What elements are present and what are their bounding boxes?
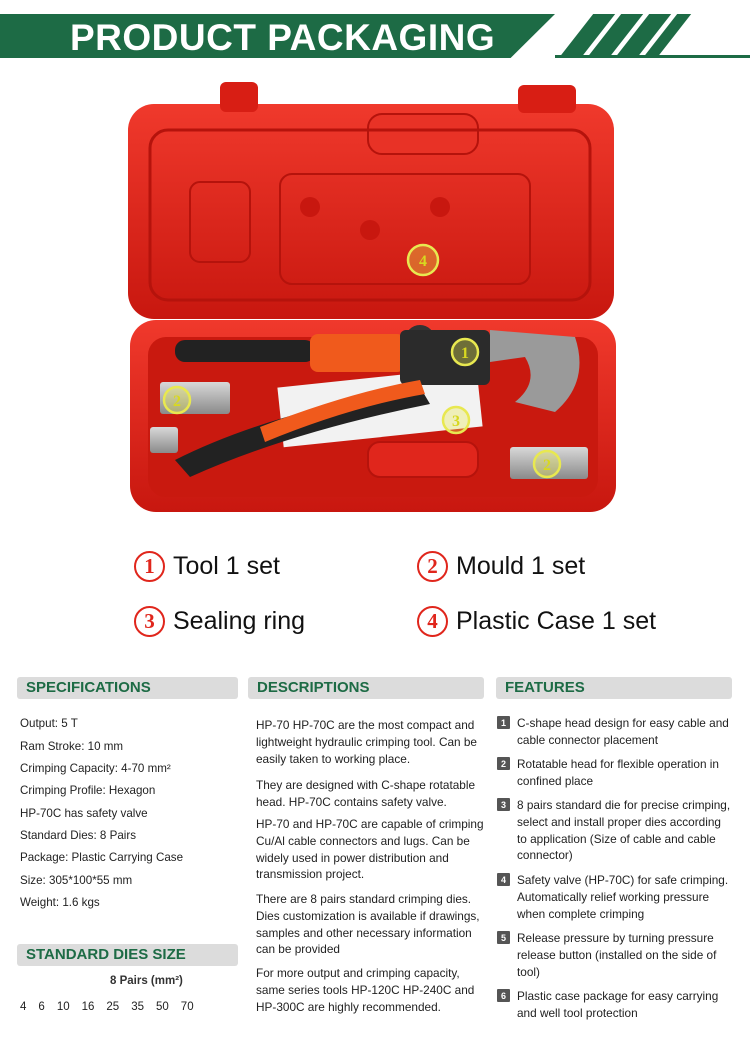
legend-item-mould bbox=[417, 548, 585, 584]
legend-number: 4 bbox=[417, 606, 448, 637]
case-lid bbox=[128, 82, 614, 319]
feature-number: 6 bbox=[497, 989, 510, 1002]
spec-size: Size: 305*100*55 mm bbox=[20, 874, 133, 887]
legend-number: 3 bbox=[134, 606, 165, 637]
die-size: 16 bbox=[81, 1001, 95, 1013]
legend-item-plastic-case bbox=[417, 603, 656, 639]
features-header: FEATURES bbox=[496, 677, 732, 699]
svg-text:2: 2 bbox=[543, 457, 551, 474]
descriptions-header: DESCRIPTIONS bbox=[248, 677, 484, 699]
legend-label: Sealing ring bbox=[173, 606, 306, 635]
description-paragraph: For more output and crimping capacity, same series tools HP-120C HP-240C and HP-300C are highly recommended. bbox=[256, 966, 475, 1014]
legend-label: Tool 1 set bbox=[173, 551, 281, 580]
svg-text:1: 1 bbox=[461, 345, 469, 362]
legend-label: Plastic Case 1 set bbox=[456, 606, 657, 635]
legend-item-sealing-ring bbox=[134, 603, 305, 639]
spec-ram-stroke: Ram Stroke: 10 mm bbox=[20, 740, 124, 753]
feature-text: 8 pairs standard die for precise crimping, select and install proper dies according to application (Size of cable and cable connector) bbox=[517, 798, 731, 863]
svg-text:2: 2 bbox=[173, 393, 181, 410]
feature-number: 1 bbox=[497, 716, 510, 729]
callout-1 bbox=[452, 339, 478, 365]
feature-number: 4 bbox=[497, 873, 510, 886]
product-packaging-banner bbox=[0, 0, 750, 62]
description-paragraph: HP-70 and HP-70C are capable of crimping Cu/Al cable connectors and lugs. Can be widely used in power distribution and transmission project. bbox=[256, 817, 484, 882]
die-size: 10 bbox=[56, 1001, 70, 1013]
die-size: 70 bbox=[180, 1001, 194, 1013]
feature-text: Plastic case package for easy carrying and well tool protection bbox=[517, 989, 719, 1020]
die-size: 35 bbox=[131, 1001, 144, 1013]
feature-text: Rotatable head for flexible operation in confined place bbox=[517, 757, 719, 788]
spec-weight: Weight: 1.6 kgs bbox=[20, 896, 100, 909]
legend-label: Mould 1 set bbox=[456, 551, 586, 580]
spec-standard-dies: Standard Dies: 8 Pairs bbox=[20, 829, 136, 842]
legend-number: 1 bbox=[134, 551, 165, 582]
feature-text: Safety valve (HP-70C) for safe crimping. Automatically relief working pressure when complete crimping bbox=[517, 873, 729, 921]
specifications-header: SPECIFICATIONS bbox=[17, 677, 238, 699]
spec-safety-valve: HP-70C has safety valve bbox=[20, 807, 148, 820]
dies-size-list bbox=[20, 1001, 206, 1013]
feature-number: 5 bbox=[497, 931, 510, 944]
feature-text: Release pressure by turning pressure release button (installed on the side of tool) bbox=[517, 931, 717, 979]
feature-text: C-shape head design for easy cable and cable connector placement bbox=[517, 716, 729, 747]
case-base bbox=[130, 320, 616, 512]
description-paragraph: They are designed with C-shape rotatable head. HP-70C contains safety valve. bbox=[256, 778, 476, 809]
description-paragraph: HP-70 HP-70C are the most compact and lightweight hydraulic crimping tool. Can be easily taken to working place. bbox=[256, 718, 477, 766]
dies-pairs-label: 8 Pairs (mm²) bbox=[110, 975, 183, 987]
legend-number: 2 bbox=[417, 551, 448, 582]
svg-text:3: 3 bbox=[452, 413, 460, 430]
die-size: 6 bbox=[38, 1001, 45, 1013]
callout-2-right bbox=[534, 451, 560, 477]
die-size: 50 bbox=[156, 1001, 169, 1013]
die-size: 4 bbox=[20, 1001, 27, 1013]
callout-4 bbox=[408, 245, 438, 275]
standard-dies-header: STANDARD DIES SIZE bbox=[17, 944, 238, 966]
description-paragraph: There are 8 pairs standard crimping dies. Dies customization is available if drawings, samples and other necessary information can be provided bbox=[256, 892, 480, 957]
svg-text:4: 4 bbox=[419, 253, 427, 270]
banner-title: PRODUCT PACKAGING bbox=[70, 17, 496, 58]
feature-number: 2 bbox=[497, 757, 510, 770]
callout-3 bbox=[443, 407, 469, 433]
product-photo bbox=[120, 82, 620, 522]
die-size: 25 bbox=[106, 1001, 120, 1013]
feature-number: 3 bbox=[497, 798, 510, 811]
spec-package: Package: Plastic Carrying Case bbox=[20, 851, 184, 864]
spec-crimping-profile: Crimping Profile: Hexagon bbox=[20, 784, 156, 797]
legend-item-tool bbox=[134, 548, 280, 584]
spec-output: Output: 5 T bbox=[20, 717, 78, 730]
banner-underline bbox=[555, 55, 750, 58]
callout-2-left bbox=[164, 387, 190, 413]
spec-crimping-capacity: Crimping Capacity: 4-70 mm² bbox=[20, 762, 171, 775]
